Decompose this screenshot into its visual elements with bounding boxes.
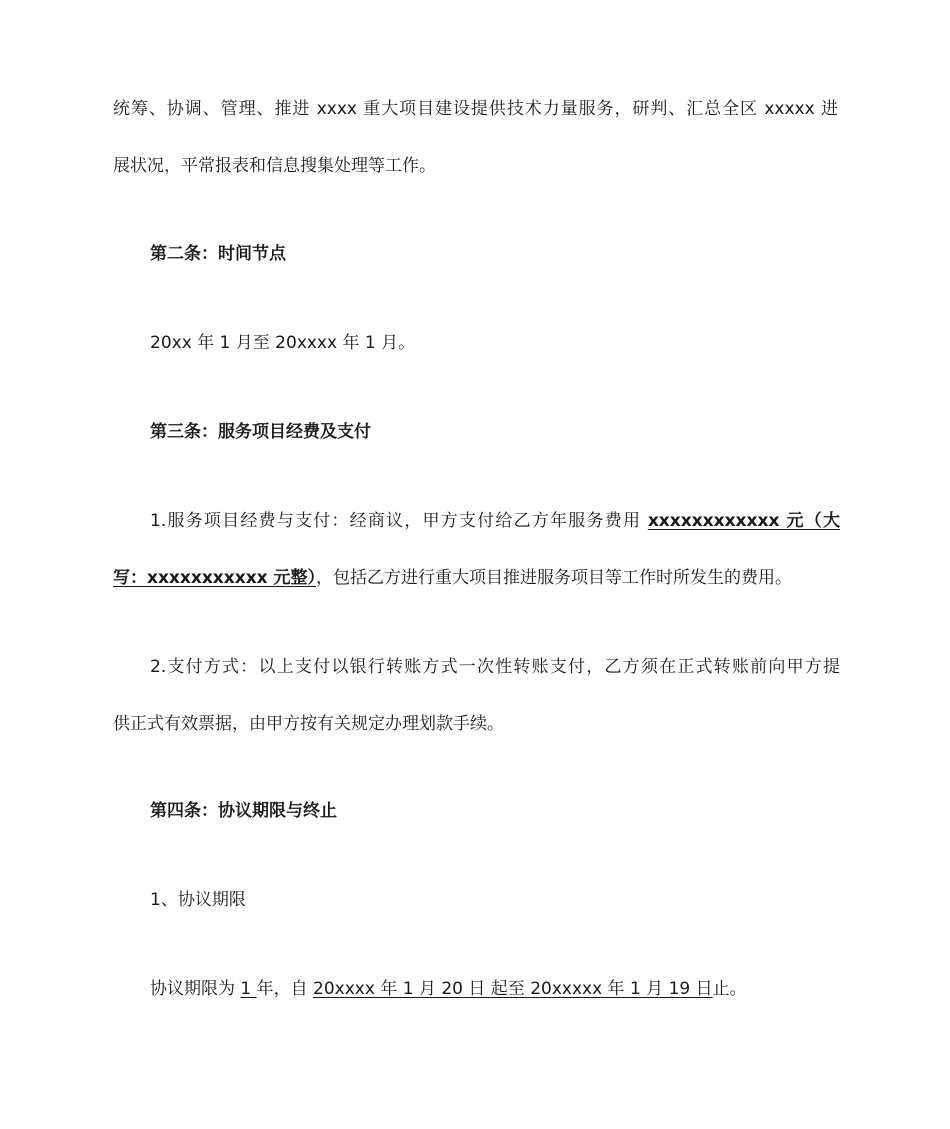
term-prefix: 协议期限为 [150, 979, 241, 999]
term-mid-1: 年，自 [256, 979, 314, 999]
article-2-heading [150, 242, 840, 266]
term-mid-2: 起至 [490, 979, 531, 999]
article-3-item-1-prefix: 1.服务项目经费与支付：经商议，甲方支付给乙方年服务费用 [150, 511, 648, 531]
term-start-date: 20xxxx 年 1 月 20 日 [313, 979, 491, 999]
article-3-item-1-line-1 [150, 509, 840, 533]
paragraph-1-line-2 [113, 154, 838, 178]
article-3-item-2-line-2 [113, 712, 838, 736]
article-3-item-1-line-2 [113, 566, 838, 590]
term-suffix: 止。 [712, 979, 747, 999]
article-4-subheading-text: 1、协议期限 [150, 890, 246, 910]
term-years: 1 [240, 979, 257, 999]
article-4-heading [150, 799, 840, 823]
paragraph-1-line-1 [113, 97, 838, 121]
article-2-text-value: 20xx 年 1 月至 20xxxx 年 1 月。 [150, 333, 416, 353]
article-3-item-2-line-2-text: 供正式有效票据，由甲方按有关规定办理划款手续。 [113, 714, 504, 734]
fee-amount-line-1: xxxxxxxxxxxx 元（大 [647, 511, 840, 531]
article-3-item-1-suffix: ，包括乙方进行重大项目推进服务项目等工作时所发生的费用。 [316, 568, 793, 588]
paragraph-1-line-1-text: 统筹、协调、管理、推进 xxxx 重大项目建设提供技术力量服务，研判、汇总全区 xxxxx 进 [113, 99, 838, 119]
article-3-heading [150, 420, 840, 444]
article-2-heading-text: 第二条：时间节点 [150, 244, 286, 264]
article-2-text [150, 331, 840, 355]
fee-amount-line-2: 写：xxxxxxxxxxx 元整） [113, 568, 317, 588]
paragraph-1-line-2-text: 展状况，平常报表和信息搜集处理等工作。 [113, 156, 436, 176]
article-3-item-2-line-1 [150, 655, 840, 679]
agreement-term-line [150, 977, 840, 1001]
article-3-heading-text: 第三条：服务项目经费及支付 [150, 422, 371, 442]
article-4-heading-text: 第四条：协议期限与终止 [150, 801, 337, 821]
article-3-item-2-line-1-text: 2.支付方式：以上支付以银行转账方式一次性转账支付，乙方须在正式转账前向甲方提 [150, 657, 840, 677]
article-4-subheading [150, 888, 840, 912]
term-end-date: 20xxxxx 年 1 月 19 日 [530, 979, 713, 999]
